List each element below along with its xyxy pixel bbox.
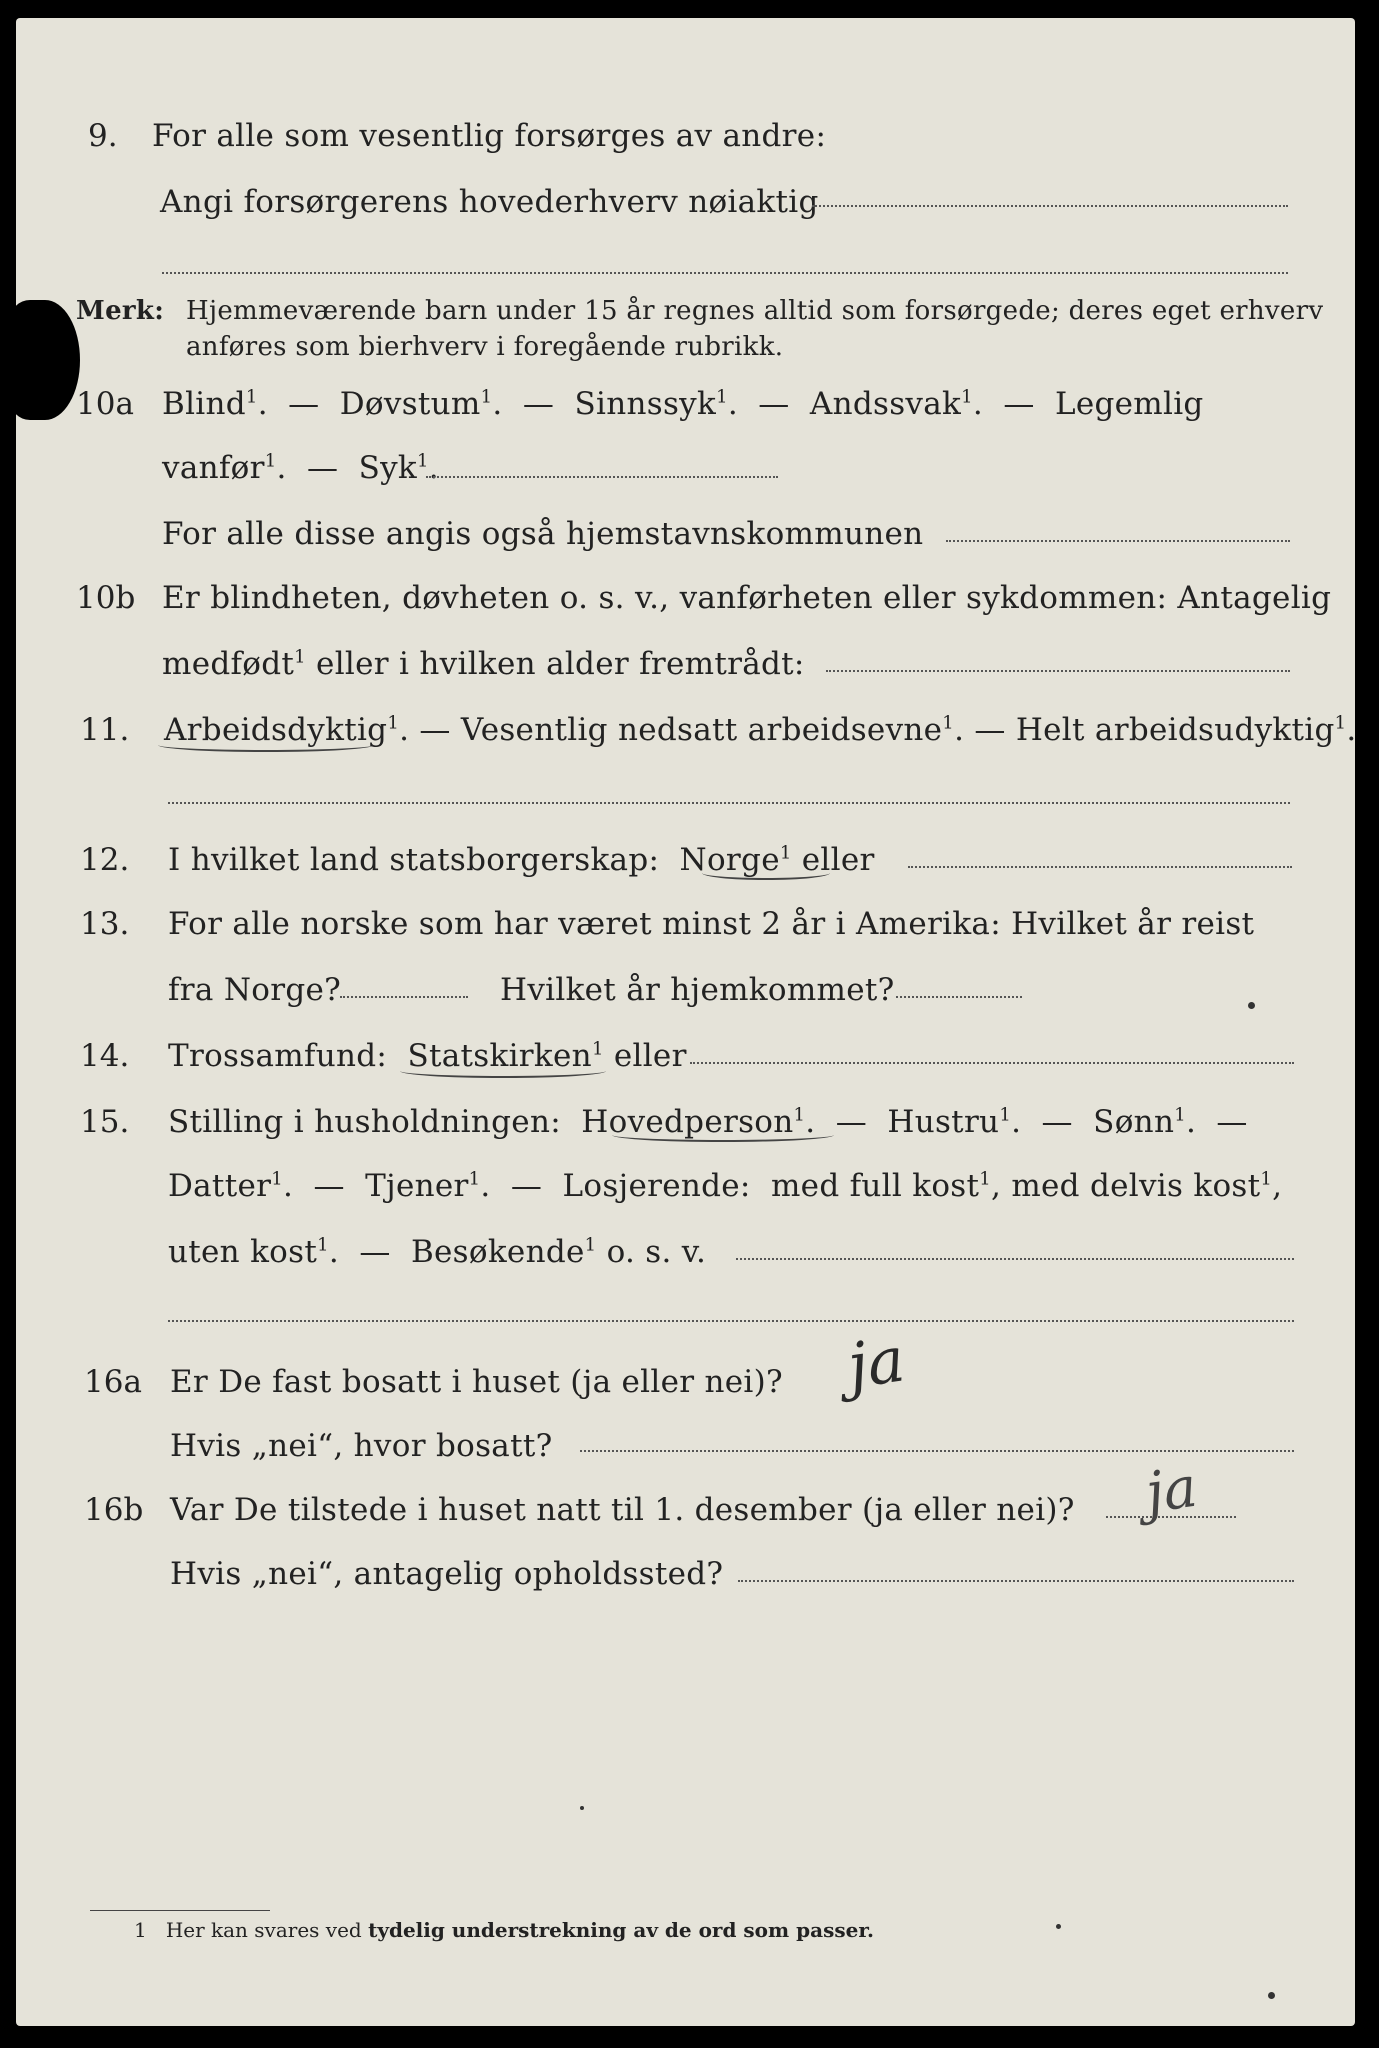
option-vesentlig-nedsatt: Vesentlig nedsatt arbeidsevne bbox=[460, 712, 943, 748]
q16b-handwritten-answer: ja bbox=[1141, 1454, 1202, 1527]
q10a-number: 10a bbox=[76, 386, 134, 422]
q10a-answer-line-2 bbox=[946, 540, 1290, 542]
footnote-ref: 1 bbox=[979, 1168, 992, 1190]
q13-answer-line-1 bbox=[340, 996, 468, 998]
q15-line2: Datter$^1$. — Tjener$^1$. — Losjerende: med full kost$^1$, med delvis kost$^1$, bbox=[168, 1168, 1283, 1204]
q10b-line2 bbox=[162, 646, 805, 682]
footnote-ref: 1 bbox=[264, 450, 277, 472]
ink-speck bbox=[1248, 1002, 1255, 1009]
option-arbeidsdyktig: Arbeidsdyktig bbox=[164, 712, 388, 748]
footnote-ref: 1 bbox=[1334, 712, 1347, 734]
merk-label: Merk: bbox=[76, 296, 165, 326]
merk-line2: anføres som bierhverv i foregående rubrikk. bbox=[186, 332, 784, 362]
footnote-ref: 1 bbox=[584, 1234, 597, 1256]
q15-answer-line-2 bbox=[168, 1320, 1294, 1322]
q14-answer-line bbox=[690, 1062, 1294, 1064]
ink-speck bbox=[1268, 1992, 1275, 1999]
ink-speck bbox=[580, 1806, 584, 1810]
option-tjener: Tjener bbox=[365, 1168, 469, 1204]
option-sonn: Sønn bbox=[1093, 1104, 1175, 1140]
q13-number: 13. bbox=[80, 906, 130, 942]
footnote-ref: 1 bbox=[480, 386, 493, 408]
option-blind: Blind bbox=[162, 386, 246, 422]
ink-speck bbox=[1056, 1924, 1061, 1929]
q16a-number: 16a bbox=[84, 1364, 142, 1400]
q10b-question: eller i hvilken alder fremtrådt: bbox=[316, 646, 805, 682]
q12-tail: eller bbox=[801, 842, 875, 878]
q13-line2b: Hvilket år hjemkommet? bbox=[500, 972, 895, 1008]
option-hustru: Hustru bbox=[887, 1104, 1000, 1140]
q10a-answer-line bbox=[426, 476, 778, 478]
underline-hovedperson bbox=[612, 1128, 834, 1142]
q9-line1: For alle som vesentlig forsørges av andre: bbox=[152, 118, 827, 154]
option-vanfor: vanfør bbox=[162, 450, 265, 486]
footnote-ref: 1 bbox=[468, 1168, 481, 1190]
q16b-answer-line bbox=[738, 1580, 1294, 1582]
q13-answer-line-2 bbox=[896, 996, 1022, 998]
option-medfodt: medfødt bbox=[162, 646, 295, 682]
q10b-line1: Er blindheten, døvheten o. s. v., vanførheten eller sykdommen: Antagelig bbox=[162, 580, 1332, 616]
option-helt-arbeidsudyktig: Helt arbeidsudyktig bbox=[1015, 712, 1335, 748]
footnote-ref: 1 bbox=[294, 646, 306, 668]
torn-edge bbox=[10, 300, 80, 420]
option-delvis-kost: med delvis kost bbox=[1011, 1168, 1261, 1204]
q11-answer-line bbox=[168, 802, 1290, 804]
footnote-ref: 1 bbox=[942, 712, 955, 734]
q15-answer-line bbox=[736, 1258, 1294, 1260]
option-datter: Datter bbox=[168, 1168, 272, 1204]
q10b-answer-line bbox=[826, 670, 1290, 672]
option-full-kost: med full kost bbox=[770, 1168, 980, 1204]
footnote-ref: 1 bbox=[779, 842, 792, 864]
option-statskirken: Statskirken bbox=[407, 1038, 592, 1074]
footnote-mark: 1 bbox=[134, 1918, 147, 1942]
footnote-ref: 1 bbox=[317, 1234, 329, 1256]
q9-answer-line bbox=[812, 205, 1288, 207]
footnote-ref: 1 bbox=[591, 1038, 604, 1060]
q16b-line2: Hvis „nei“, antagelig opholdssted? bbox=[170, 1556, 724, 1592]
q13-line1: For alle norske som har været minst 2 år i Amerika: Hvilket år reist bbox=[168, 906, 1255, 942]
q9-number: 9. bbox=[88, 118, 118, 154]
q13-line2a: fra Norge? bbox=[168, 972, 342, 1008]
q10b-number: 10b bbox=[76, 580, 136, 616]
q11-number: 11. bbox=[80, 712, 130, 748]
option-sinnssyk: Sinnssyk bbox=[574, 386, 717, 422]
q16b-line1: Var De tilstede i huset natt til 1. desember (ja eller nei)? bbox=[170, 1492, 1075, 1528]
option-legemlig: Legemlig bbox=[1054, 386, 1204, 422]
footnote-ref: 1 bbox=[1260, 1168, 1273, 1190]
option-uten-kost: uten kost bbox=[168, 1234, 318, 1270]
footnote-ref: 1 bbox=[417, 450, 429, 472]
q10a-line1: Blind$^1$. — Døvstum$^1$. — Sinnssyk$^1$. — Andssvak$^1$. — Legemlig bbox=[162, 386, 1204, 422]
footnote-plain: Her kan svares ved bbox=[165, 1918, 362, 1942]
q14-question: Trossamfund: bbox=[168, 1038, 388, 1074]
footnote-ref: 1 bbox=[961, 386, 973, 408]
option-norge: Norge bbox=[679, 842, 780, 878]
q12-question: I hvilket land statsborgerskap: bbox=[168, 842, 660, 878]
q11-line: Arbeidsdyktig$^1$. — Vesentlig nedsatt arbeidsevne$^1$. — Helt arbeidsudyktig$^1$. bbox=[164, 712, 1357, 748]
q16a-line1: Er De fast bosatt i huset (ja eller nei)? bbox=[170, 1364, 783, 1400]
option-dovstum: Døvstum bbox=[339, 386, 481, 422]
q12-answer-line bbox=[908, 866, 1292, 868]
footnote bbox=[134, 1918, 874, 1942]
footnote-ref: 1 bbox=[793, 1104, 806, 1126]
footnote-rule bbox=[90, 1910, 270, 1911]
q15-line1: Stilling i husholdningen: Hovedperson$^1$. — Hustru$^1$. — Sønn$^1$. — bbox=[168, 1104, 1248, 1140]
q14-tail: eller bbox=[613, 1038, 687, 1074]
footnote-bold: tydelig understrekning av de ord som passer. bbox=[368, 1918, 874, 1942]
underline-statskirken bbox=[400, 1064, 606, 1078]
footnote-ref: 1 bbox=[999, 1104, 1012, 1126]
underline-norge bbox=[702, 866, 830, 880]
q15-question: Stilling i husholdningen: bbox=[168, 1104, 561, 1140]
footnote-ref: 1 bbox=[1174, 1104, 1186, 1126]
option-besokende: Besøkende bbox=[410, 1234, 585, 1270]
q10a-line2: vanfør$^1$. — Syk$^1$. bbox=[162, 450, 439, 486]
q16a-answer-line bbox=[580, 1450, 1294, 1452]
footnote-ref: 1 bbox=[271, 1168, 283, 1190]
underline-arbeidsdyktig bbox=[158, 738, 374, 752]
merk-line1: Hjemmeværende barn under 15 år regnes alltid som forsørgede; deres eget erhverv bbox=[186, 296, 1324, 326]
option-syk: Syk bbox=[358, 450, 417, 486]
q15-line3: uten kost$^1$. — Besøkende$^1$ o. s. v. bbox=[168, 1234, 707, 1270]
q9-answer-line-2 bbox=[162, 272, 1288, 274]
q15-osv: o. s. v. bbox=[606, 1234, 707, 1270]
q9-line2: Angi forsørgerens hovederhverv nøiaktig bbox=[160, 184, 819, 220]
q10a-line3: For alle disse angis også hjemstavnskommunen bbox=[162, 516, 924, 552]
q16a-handwritten-answer: ja bbox=[843, 1322, 909, 1403]
q16b-number: 16b bbox=[84, 1492, 144, 1528]
q16a-line2: Hvis „nei“, hvor bosatt? bbox=[170, 1428, 553, 1464]
q15-number: 15. bbox=[80, 1104, 130, 1140]
option-losjerende: Losjerende: bbox=[562, 1168, 751, 1204]
option-hovedperson: Hovedperson bbox=[581, 1104, 794, 1140]
footnote-ref: 1 bbox=[245, 386, 258, 408]
footnote-ref: 1 bbox=[387, 712, 400, 734]
q12-number: 12. bbox=[80, 842, 130, 878]
footnote-ref: 1 bbox=[716, 386, 728, 408]
option-andssvak: Andssvak bbox=[809, 386, 962, 422]
q14-number: 14. bbox=[80, 1038, 130, 1074]
